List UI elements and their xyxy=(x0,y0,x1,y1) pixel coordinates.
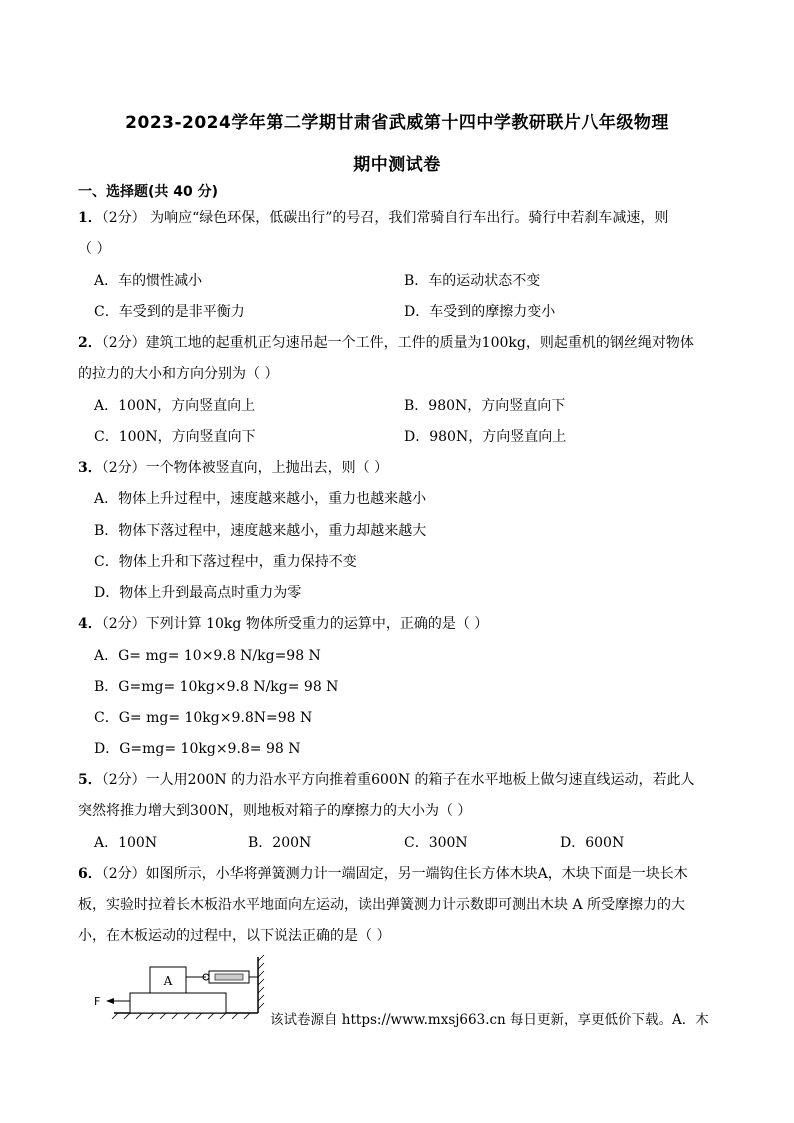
friction-diagram xyxy=(90,953,270,1023)
question-1-text-cont: （ ） xyxy=(78,241,111,257)
question-number: 6． xyxy=(78,866,102,882)
question-number: 4． xyxy=(78,616,102,632)
source-note: 该试卷源自 https://www.mxsj663.cn 每日更新，享更低价下载。A．木 xyxy=(270,1012,709,1028)
page-title: 2023-2024学年第二学期甘肃省武威第十四中学教研联片八年级物理 xyxy=(125,113,669,133)
page-subtitle: 期中测试卷 xyxy=(353,155,441,175)
long-board xyxy=(130,993,226,1013)
option-d: D．980N，方向竖直向上 xyxy=(404,429,567,445)
option-d: D．G=mg= 10kg×9.8= 98 N xyxy=(94,741,301,757)
option-a: A．车的惯性减小 xyxy=(94,273,203,289)
option-c: C．300N xyxy=(404,835,468,851)
question-2 xyxy=(78,332,694,352)
question-6 xyxy=(78,863,688,883)
question-text: 一人用200N 的力沿水平方向推着重600N 的箱子在水平地板上做匀速直线运动，若此人 xyxy=(145,772,695,788)
option-c: C．物体上升和下落过程中，重力保持不变 xyxy=(94,554,357,570)
experiment-figure xyxy=(90,953,270,1027)
question-text: 为响应“绿色环保，低碳出行”的号召，我们常骑自行车出行。骑行中若刹车减速，则 xyxy=(145,210,669,226)
option-b: B．980N，方向竖直向下 xyxy=(404,398,566,414)
question-4 xyxy=(78,613,488,633)
option-d: D．600N xyxy=(560,835,625,851)
question-number: 2． xyxy=(78,335,102,351)
option-a: A．G= mg= 10×9.8 N/kg=98 N xyxy=(94,648,321,664)
option-a: A．100N，方向竖直向上 xyxy=(94,398,256,414)
question-3 xyxy=(78,457,388,477)
block-a-label: A xyxy=(163,974,173,988)
option-c: C．100N，方向竖直向下 xyxy=(94,429,256,445)
question-number: 1． xyxy=(78,210,102,226)
option-a: A．100N xyxy=(94,835,158,851)
force-label: F xyxy=(94,995,101,1008)
force-arrowhead xyxy=(106,998,114,1004)
option-b: B．车的运动状态不变 xyxy=(404,273,541,289)
question-number: 3． xyxy=(78,460,102,476)
question-score: （2分） xyxy=(101,335,146,351)
option-d: D．物体上升到最高点时重力为零 xyxy=(94,585,302,601)
option-a: A．物体上升过程中，速度越来越小，重力也越来越小 xyxy=(94,491,427,507)
wall-hatch xyxy=(258,955,264,1009)
spring-scale-inner xyxy=(215,974,243,980)
question-score: （2分） xyxy=(101,460,146,476)
question-5-text-cont: 突然将推力增大到300N，则地板对箱子的摩擦力的大小为（ ） xyxy=(78,803,472,819)
question-text: 一个物体被竖直向，上抛出去，则（ ） xyxy=(145,460,389,476)
section-heading: 一、选择题(共 40 分) xyxy=(78,184,219,200)
question-5 xyxy=(78,769,695,789)
ground-hatch xyxy=(112,1013,250,1019)
question-number: 5． xyxy=(78,772,102,788)
question-text: 如图所示，小华将弹簧测力计一端固定，另一端钩住长方体木块A，木块下面是一块长木 xyxy=(145,866,688,882)
question-text: 下列计算 10kg 物体所受重力的运算中，正确的是（ ） xyxy=(145,616,489,632)
question-text: 建筑工地的起重机正匀速吊起一个工件，工件的质量为100kg，则起重机的钢丝绳对物体 xyxy=(145,335,694,351)
option-d: D．车受到的摩擦力变小 xyxy=(404,304,556,320)
question-2-text-cont: 的拉力的大小和方向分别为（ ） xyxy=(78,366,279,382)
option-c: C．G= mg= 10kg×9.8N=98 N xyxy=(94,710,313,726)
question-6-text-cont: 板，实验时拉着长木板沿水平地面向左运动，读出弹簧测力计示数即可测出木块 A 所受摩擦力的大 xyxy=(78,897,686,913)
option-b: B．G=mg= 10kg×9.8 N/kg= 98 N xyxy=(94,679,339,695)
option-c: C．车受到的是非平衡力 xyxy=(94,304,245,320)
question-6-text-cont-2: 小，在木板运动的过程中，以下说法正确的是（ ） xyxy=(78,928,391,944)
question-1 xyxy=(78,207,668,227)
question-score: （2分） xyxy=(101,210,146,226)
question-score: （2分） xyxy=(101,772,146,788)
option-b: B．物体下落过程中，速度越来越小，重力却越来越大 xyxy=(94,523,427,539)
question-score: （2分） xyxy=(101,866,146,882)
question-score: （2分） xyxy=(101,616,146,632)
option-b: B．200N xyxy=(248,835,312,851)
